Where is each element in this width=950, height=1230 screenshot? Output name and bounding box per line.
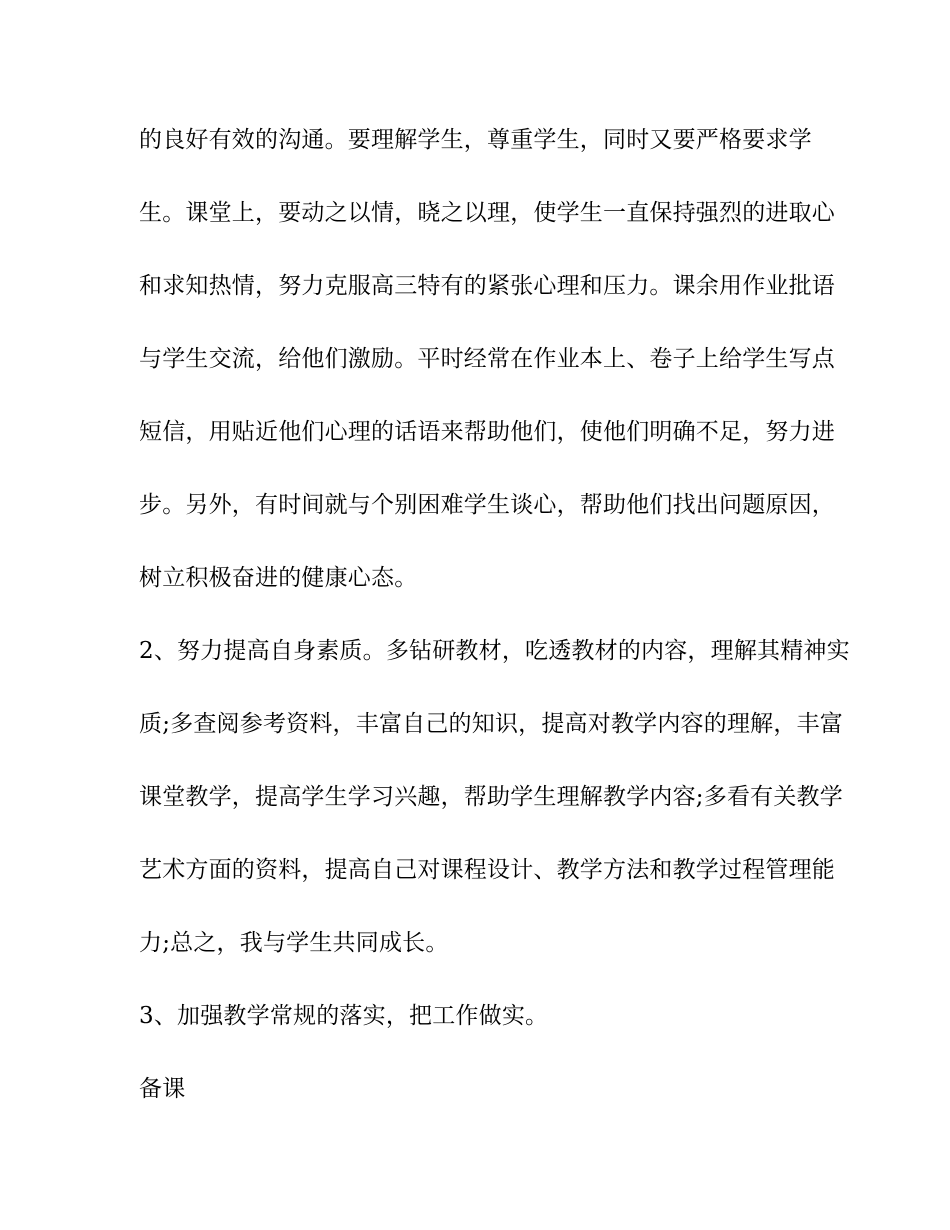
text-line: 2、努力提高自身素质。多钻研教材，吃透教材的内容，理解其精神实 [139, 638, 850, 664]
text-line: 备课 [139, 1076, 186, 1102]
text-line: 课堂教学，提高学生学习兴趣，帮助学生理解教学内容;多看有关教学 [139, 784, 843, 810]
text-line: 与学生交流，给他们激励。平时经常在作业本上、卷子上给学生写点 [139, 346, 835, 372]
text-line: 和求知热情，努力克服高三特有的紧张心理和压力。课余用作业批语 [139, 273, 835, 299]
text-line: 力;总之，我与学生共同成长。 [139, 930, 449, 956]
text-line: 艺术方面的资料，提高自己对课程设计、教学方法和教学过程管理能 [139, 857, 835, 883]
text-line: 短信，用贴近他们心理的话语来帮助他们，使他们明确不足，努力进 [139, 419, 835, 445]
text-line: 生。课堂上，要动之以情，晓之以理，使学生一直保持强烈的进取心 [139, 200, 835, 226]
text-line: 步。另外，有时间就与个别困难学生谈心，帮助他们找出问题原因， [139, 492, 835, 518]
text-line: 的良好有效的沟通。要理解学生，尊重学生，同时又要严格要求学 [139, 127, 812, 153]
text-line: 3、加强教学常规的落实，把工作做实。 [139, 1003, 549, 1029]
text-line: 树立积极奋进的健康心态。 [139, 565, 418, 591]
text-line: 质;多查阅参考资料，丰富自己的知识，提高对教学内容的理解，丰富 [139, 711, 843, 737]
